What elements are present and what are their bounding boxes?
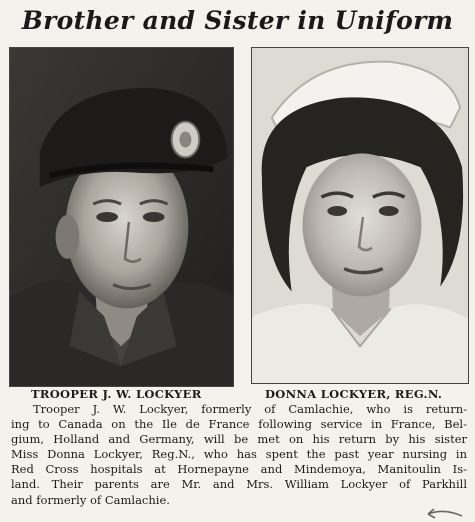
caption-trooper: TROOPER J. W. LOCKYER	[31, 387, 202, 401]
article-line: and formerly of Camlachie.	[11, 492, 170, 507]
article-line: land. Their parents are Mr. and Mrs. William Lockyer of Parkhill	[11, 477, 467, 492]
pencil-arrow-mark	[424, 506, 464, 520]
article-line: Miss Donna Lockyer, Reg.N., who has spent the past year nursing in	[11, 447, 467, 462]
article-line: ing to Canada on the Ile de France following service in France, Bel-	[11, 417, 467, 432]
nurse-portrait-image	[252, 48, 468, 383]
article-line: Trooper J. W. Lockyer, formerly of Camlachie, who is return-	[33, 402, 467, 416]
photo-trooper	[9, 47, 234, 387]
photo-nurse	[251, 47, 469, 384]
article-body	[11, 402, 467, 508]
article-line: Red Cross hospitals at Hornepayne and Mindemoya, Manitoulin Is-	[11, 462, 467, 477]
article-line: gium, Holland and Germany, will be met on his return by his sister	[11, 432, 467, 447]
trooper-portrait-image	[10, 48, 233, 386]
caption-nurse: DONNA LOCKYER, REG.N.	[265, 387, 443, 401]
headline: Brother and Sister in Uniform	[21, 6, 454, 35]
